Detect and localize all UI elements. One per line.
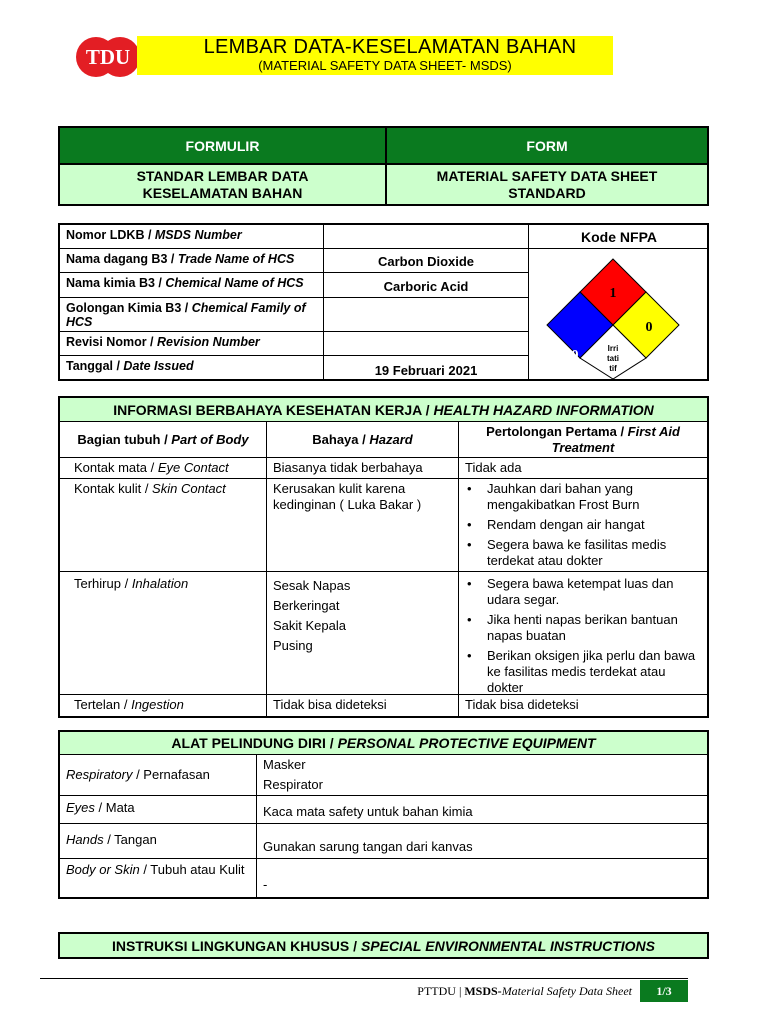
form-left-head: FORMULIR <box>60 128 385 163</box>
identity-label: Nama dagang B3 / Trade Name of HCS <box>60 249 324 272</box>
hazard-item: Sakit Kepala <box>273 618 346 633</box>
nfpa-title: Kode NFPA <box>528 225 709 249</box>
aid-cell: Tidak bisa dideteksi <box>465 697 579 712</box>
nfpa-area <box>528 249 709 381</box>
identity-value: Carboric Acid <box>383 279 469 294</box>
identity-row-revision <box>60 332 528 356</box>
part-cell: Terhirup / Inhalation <box>60 572 267 694</box>
aid-item: • Jika henti napas berikan bantuan napas buatan <box>465 612 701 644</box>
form-left-body-line1: STANDAR LEMBAR DATA <box>136 167 309 184</box>
form-right-head: FORM <box>387 128 707 163</box>
ppe-row-eyes <box>60 796 707 824</box>
identity-row-date <box>60 356 528 381</box>
ppe-row-body <box>60 859 707 897</box>
logo-text: TDU <box>85 45 131 69</box>
ppe-value: Masker Respirator <box>263 757 323 792</box>
ppe-label: Eyes / Mata <box>60 796 257 823</box>
table-row <box>60 479 707 572</box>
table-row <box>60 695 707 716</box>
ppe-label: Body or Skin / Tubuh atau Kulit <box>60 859 257 897</box>
company-logo <box>75 36 141 78</box>
identity-label: Revisi Nomor / Revision Number <box>60 332 324 355</box>
nfpa-diamond-icon <box>545 257 681 381</box>
part-cell: Kontak mata / Eye Contact <box>60 458 267 478</box>
ppe-row-respiratory <box>60 755 707 796</box>
form-right-column <box>385 128 707 204</box>
col-header-hazard: Bahaya / Hazard <box>267 422 459 457</box>
part-cell: Kontak kulit / Skin Contact <box>60 479 267 571</box>
aid-cell: Tidak ada <box>465 460 522 475</box>
footer-text: PTTDU | MSDS-Material Safety Data Sheet <box>417 984 632 998</box>
ppe-label: Hands / Tangan <box>60 824 257 858</box>
ppe-value: - <box>263 877 268 892</box>
form-left-column <box>60 128 385 204</box>
hazard-item: Pusing <box>273 638 313 653</box>
aid-item: • Segera bawa ke fasilitas medis terdekat atau dokter <box>465 537 701 569</box>
form-right-body-line1: MATERIAL SAFETY DATA SHEET <box>436 167 658 184</box>
hazard-cell: Tidak bisa dideteksi <box>267 695 459 716</box>
health-hazard-table <box>58 396 709 718</box>
hazard-item: Berkeringat <box>273 598 340 613</box>
aid-item: • Rendam dengan air hangat <box>465 517 701 533</box>
nfpa-special-line1: Irri <box>607 344 619 353</box>
ppe-value: Kaca mata safety untuk bahan kimia <box>263 804 473 819</box>
identity-label: Nama kimia B3 / Chemical Name of HCS <box>60 273 324 297</box>
nfpa-special-line3: tif <box>609 364 617 373</box>
hazard-item: Sesak Napas <box>273 578 351 593</box>
aid-item: • Segera bawa ketempat luas dan udara segar. <box>465 576 701 608</box>
identity-row-trade-name <box>60 249 528 273</box>
aid-cell <box>459 572 707 694</box>
document-title: LEMBAR DATA-KESELAMATAN BAHAN <box>203 36 577 58</box>
form-table <box>58 126 709 206</box>
identity-label: Golongan Kimia B3 / Chemical Family of HCS <box>60 298 324 331</box>
nfpa-special-line2: tati <box>607 354 619 363</box>
col-header-first-aid: Pertolongan Pertama / First Aid Treatment <box>486 423 680 455</box>
form-left-body <box>60 163 385 204</box>
hazard-cell: Biasanya tidak berbahaya <box>267 458 459 478</box>
identity-table <box>58 223 709 381</box>
document-subtitle: (MATERIAL SAFETY DATA SHEET- MSDS) <box>258 58 512 73</box>
ppe-row-hands <box>60 824 707 859</box>
identity-value: 19 Februari 2021 <box>374 363 478 378</box>
health-header-row <box>60 422 707 458</box>
part-cell: Tertelan / Ingestion <box>60 695 267 716</box>
nfpa-flammability-value: 1 <box>609 286 617 301</box>
table-row <box>60 572 707 695</box>
identity-value <box>324 225 528 248</box>
identity-row-msds-number <box>60 225 528 249</box>
env-instructions-heading: INSTRUKSI LINGKUNGAN KHUSUS / SPECIAL ENVIRONMENTAL INSTRUCTIONS <box>58 932 709 959</box>
aid-item: • Jauhkan dari bahan yang mengakibatkan Frost Burn <box>465 481 701 513</box>
aid-item: • Berikan oksigen jika perlu dan bawa ke fasilitas medis terdekat atau dokter <box>465 648 701 696</box>
form-right-body <box>387 163 707 204</box>
form-left-body-line2: KESELAMATAN BAHAN <box>142 184 303 201</box>
nfpa-reactivity-value: 0 <box>645 320 653 335</box>
table-row <box>60 458 707 479</box>
identity-value: Carbon Dioxide <box>377 254 475 269</box>
ppe-heading: ALAT PELINDUNG DIRI / PERSONAL PROTECTIVE EQUIPMENT <box>60 732 707 755</box>
health-hazard-heading: INFORMASI BERBAHAYA KESEHATAN KERJA / HEALTH HAZARD INFORMATION <box>60 398 707 422</box>
identity-row-chemical-name <box>60 273 528 298</box>
identity-value <box>324 332 528 355</box>
identity-label: Nomor LDKB / MSDS Number <box>60 225 324 248</box>
ppe-value: Gunakan sarung tangan dari kanvas <box>263 839 473 854</box>
document-title-banner <box>137 36 613 75</box>
identity-row-chemical-family <box>60 298 528 332</box>
col-header-part: Bagian tubuh / Part of Body <box>60 422 267 457</box>
ppe-table <box>58 730 709 899</box>
ppe-label: Respiratory / Pernafasan <box>60 755 257 795</box>
nfpa-health-value: 0 <box>571 348 579 363</box>
form-right-body-line2: STANDARD <box>508 184 586 201</box>
hazard-cell <box>267 572 459 694</box>
identity-value <box>324 298 528 331</box>
identity-label: Tanggal / Date Issued <box>60 356 324 381</box>
aid-cell <box>459 479 707 571</box>
hazard-cell: Kerusakan kulit karena kedinginan ( Luka Bakar ) <box>267 479 459 571</box>
footer-divider <box>40 978 688 979</box>
page-number-badge: 1/3 <box>640 980 688 1002</box>
